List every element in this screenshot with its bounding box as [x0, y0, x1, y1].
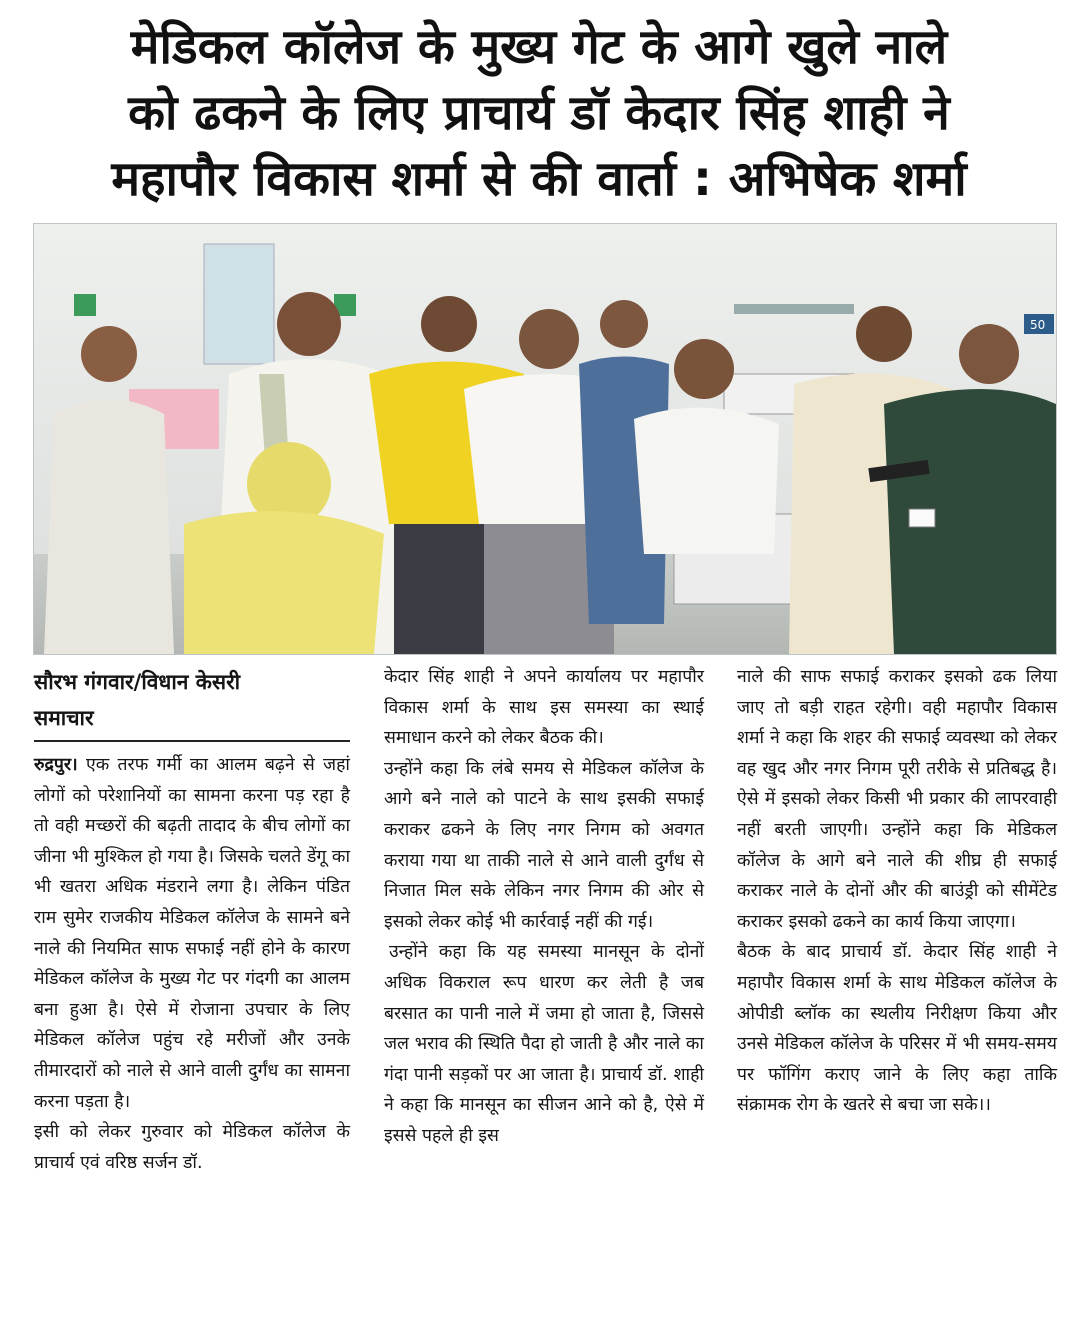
person-3-head: [421, 296, 477, 352]
person-2-head: [277, 292, 341, 356]
headline-line-3: महापौर विकास शर्मा से की वार्ता : अभिषेक शर्मा: [111, 151, 967, 207]
dateline: रुद्रपुर।: [34, 755, 78, 775]
article-paragraph: उन्होंने कहा कि लंबे समय से मेडिकल कॉलेज के आगे बने नाले को पाटने के साथ इसकी सफाई कराकर ढकने के लिए नगर निगम को अवगत कराया गया था ताकी नाले से आने वाली दुर्गंध से निजात मिल सके लेकिन नगर निगम की ओर से इसको लेकर कोई भी कार्रवाई नहीं की गई।: [384, 758, 704, 932]
person-8-head: [959, 324, 1019, 384]
person-6-body: [634, 408, 779, 554]
ward-sign-text: 50: [1030, 318, 1046, 332]
article-paragraph: नाले की साफ सफाई कराकर इसको ढक लिया जाए तो बड़ी राहत रहेगी। वही महापौर विकास शर्मा ने कहा कि शहर की सफाई व्यवस्था को लेकर वह खुद और नगर निगम पूरी तरीके से प्रतिबद्ध है। ऐसे में इसको लेकर किसी भी प्रकार की लापरवाही नहीं बरती जाएगी। उन्होंने कहा कि मेडिकल कॉलेज के आगे बने नाले की शीघ्र ही सफाई कराकर नाले के दोनों और की बाउंड्री को सीमेंटेड कराकर इसको ढकने का कार्य किया जाएगा।: [737, 667, 1057, 932]
person-5-head: [600, 300, 648, 348]
person-1-body: [44, 399, 174, 654]
article-paragraph: [34, 750, 350, 1117]
woman-body: [184, 511, 384, 654]
article-paragraph: इसी को लेकर गुरुवार को मेडिकल कॉलेज के प्राचार्य एवं वरिष्ठ सर्जन डॉ.: [34, 1122, 350, 1173]
headline: [20, 14, 1058, 212]
byline: [34, 664, 350, 736]
news-photo: [34, 224, 1056, 654]
headline-line-1: मेडिकल कॉलेज के मुख्य गेट के आगे खुले नाले: [130, 19, 948, 75]
id-card: [909, 509, 935, 527]
article-paragraph: बैठक के बाद प्राचार्य डॉ. केदार सिंह शाही ने महापौर विकास शर्मा के साथ मेडिकल कॉलेज के ओपीडी ब्लॉक का स्थलीय निरीक्षण किया और उनसे मेडिकल कॉलेज के परिसर में भी समय-समय पर फॉगिंग कराए जाने के लिए कहा ताकि संक्रामक रोग के खतरे से बचा जा सके।।: [737, 942, 1057, 1116]
paragraph-text: एक तरफ गर्मी का आलम बढ़ने से जहां लोगों को परेशानियों का सामना करना पड़ रहा है तो वही मच्छरों की बढ़ती तादाद के बीच लोगों का जीना भी मुश्किल हो गया है। जिसके चलते डेंगू का भी खतरा अधिक मंडराने लगा है। लेकिन पंडित राम सुमेर राजकीय मेडिकल कॉलेज के सामने बने नाले की नियमित साफ सफाई नहीं होने के कारण मेडिकल कॉलेज के मुख्य गेट पर गंदगी का आलम बना हुआ है। ऐसे में रोजाना उपचार के लिए मेडिकल कॉलेज पहुंच रहे मरीजों और उनके तीमारदारों को नाले से आने वाली दुर्गंध का सामना करना पड़ता है।: [34, 755, 350, 1112]
article-column-2: [384, 662, 704, 1152]
green-sign-left: [74, 294, 96, 316]
byline-divider: [34, 740, 350, 742]
person-1-head: [81, 326, 137, 382]
wall-rail: [734, 304, 854, 314]
window: [204, 244, 274, 364]
article-column-3: [737, 662, 1057, 1121]
byline-line-2: समाचार: [34, 706, 94, 730]
article-paragraph: उन्होंने कहा कि यह समस्या मानसून के दोनों अधिक विकराल रूप धारण कर लेती है जब बरसात का पानी नाले में जमा हो जाता है, जिससे जल भराव की स्थिति पैदा हो जाती है और नाले का गंदा पानी सड़कों पर आ जाता है। प्राचार्य डॉ. शाही ने कहा कि मानसून का सीजन आने को है, ऐसे में इससे पहले ही इस: [384, 942, 704, 1146]
person-6-head: [674, 339, 734, 399]
person-4-head: [519, 309, 579, 369]
photo-illustration: [34, 224, 1056, 654]
article-column-1: [34, 662, 350, 1178]
person-7-head: [856, 306, 912, 362]
byline-line-1: सौरभ गंगवार/विधान केसरी: [34, 670, 241, 694]
article-paragraph: केदार सिंह शाही ने अपने कार्यालय पर महापौर विकास शर्मा के साथ इस समस्या का स्थाई समाधान करने को लेकर बैठक की।: [384, 667, 704, 749]
headline-line-2: को ढकने के लिए प्राचार्य डॉ केदार सिंह शाही ने: [128, 85, 950, 141]
person-3-legs: [394, 524, 494, 654]
